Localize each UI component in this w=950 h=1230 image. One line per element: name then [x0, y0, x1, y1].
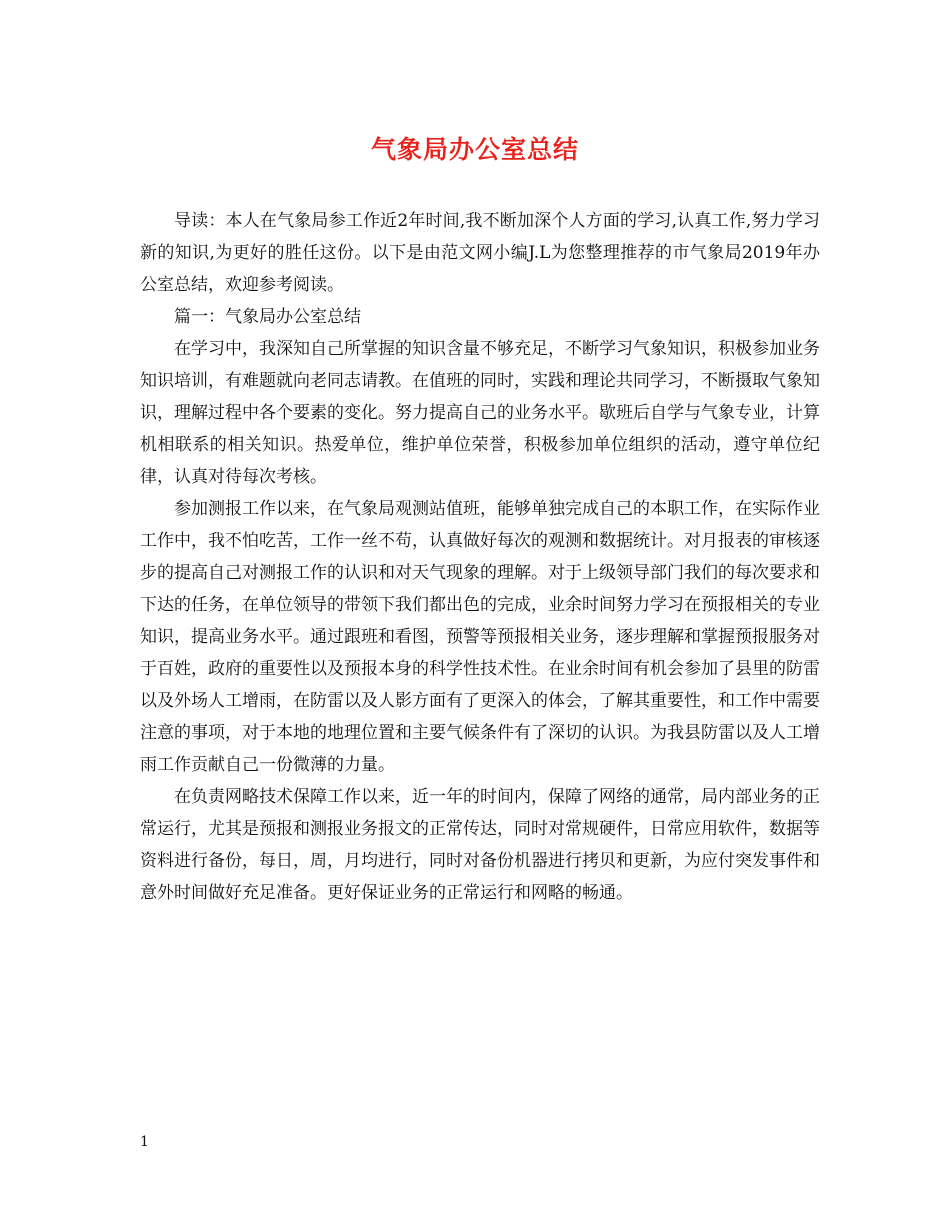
- document-body: [140, 205, 820, 909]
- paragraph-intro: 导读：本人在气象局参工作近2年时间,我不断加深个人方面的学习,认真工作,努力学习新的知识,为更好的胜任这份。以下是由范文网小编J.L为您整理推荐的市气象局2019年办公室总结，欢迎参考阅读。: [140, 211, 820, 295]
- document-title: 气象局办公室总结: [370, 135, 579, 164]
- page-number: 1: [140, 1134, 149, 1150]
- paragraph-network: 在负责网略技术保障工作以来，近一年的时间内，保障了网络的通常，局内部业务的正常运行，尤其是预报和测报业务报文的正常传达，同时对常规硬件，日常应用软件，数据等资料进行备份，每日，周，月均进行，同时对备份机器进行拷贝和更新，为应付突发事件和意外时间做好充足准备。更好保证业务的正常运行和网略的畅通。: [140, 787, 820, 903]
- paragraph-observation: 参加测报工作以来，在气象局观测站值班，能够单独完成自己的本职工作，在实际作业工作中，我不怕吃苦，工作一丝不苟，认真做好每次的观测和数据统计。对月报表的审核逐步的提高自己对测报工作的认识和对天气现象的理解。对于上级领导部门我们的每次要求和下达的任务，在单位领导的带领下我们都出色的完成，业余时间努力学习在预报相关的专业知识，提高业务水平。通过跟班和看图，预警等预报相关业务，逐步理解和掌握预报服务对于百姓，政府的重要性以及预报本身的科学性技术性。在业余时间有机会参加了县里的防雷以及外场人工增雨，在防雷以及人影方面有了更深入的体会，了解其重要性，和工作中需要注意的事项，对于本地的地理位置和主要气候条件有了深切的认识。为我县防雷以及人工增雨工作贡献自己一份微薄的力量。: [140, 499, 820, 775]
- paragraph-study: 在学习中，我深知自己所掌握的知识含量不够充足，不断学习气象知识，积极参加业务知识培训，有难题就向老同志请教。在值班的同时，实践和理论共同学习，不断摄取气象知识，理解过程中各个要素的变化。努力提高自己的业务水平。歇班后自学与气象专业，计算机相联系的相关知识。热爱单位，维护单位荣誉，积极参加单位组织的活动，遵守单位纪律，认真对待每次考核。: [140, 339, 820, 487]
- paragraph-section-heading: 篇一：气象局办公室总结: [174, 307, 361, 327]
